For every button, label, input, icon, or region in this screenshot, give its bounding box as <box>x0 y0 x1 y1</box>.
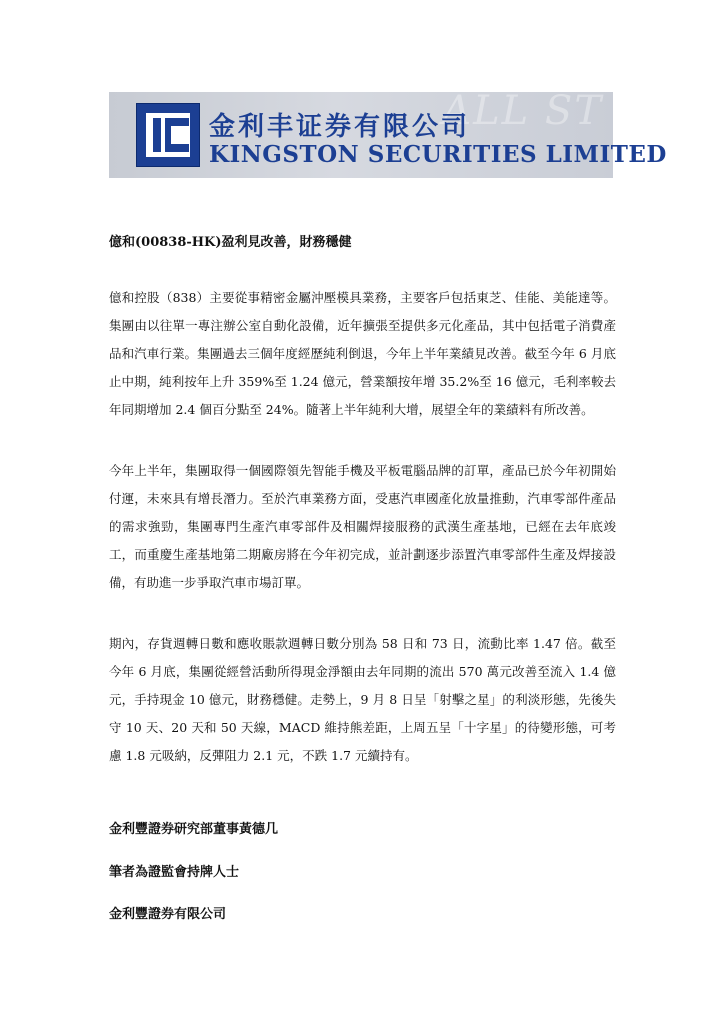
banner-watermark: ALL ST <box>442 88 603 134</box>
company-name-chinese: 金利丰证券有限公司 <box>209 112 471 142</box>
paragraph-3: 期內，存貨週轉日數和應收賬款週轉日數分別為 58 日和 73 日，流動比率 1.47 倍。截至今年 6 月底，集團從經營活動所得現金淨額由去年同期的流出 570 萬元改善至流入 1.4 億元，手持現金 10 億元，財務穩健。走勢上，9 月 8 日呈「射擊之星」的利淡形態，先後失守 10 天、20 天和 50 天線，MACD 維持熊差距，上周五呈「十字星」的待變形態，可考慮 1.8 元吸納，反彈阻力 2.1 元，不跌 1.7 元續持有。 <box>109 636 616 763</box>
company-banner <box>109 88 667 178</box>
license-disclosure: 筆者為證監會持牌人士 <box>109 865 240 880</box>
paragraph-1: 億和控股（838）主要從事精密金屬沖壓模具業務，主要客戶包括東芝、佳能、美能達等。集團由以往單一專注辦公室自動化設備，近年擴張至提供多元化產品，其中包括電子消費產品和汽車行業。集團過去三個年度經歷純利倒退，今年上半年業績見改善。截至今年 6 月底止中期，純利按年上升 359%至 1.24 億元，營業額按年增 35.2%至 16 億元，毛利率較去年同期增加 2.4 個百分點至 24%。隨著上半年純利大增，展望全年的業績料有所改善。 <box>109 290 616 417</box>
company-logo <box>136 103 200 167</box>
company-name-english: KINGSTON SECURITIES LIMITED <box>209 141 667 168</box>
company-footer: 金利豐證券有限公司 <box>109 907 227 922</box>
article-headline: 億和(00838-HK)盈利見改善，財務穩健 <box>109 235 352 250</box>
author-line: 金利豐證券研究部董事黃德几 <box>109 822 279 837</box>
paragraph-2: 今年上半年，集團取得一個國際領先智能手機及平板電腦品牌的訂單，產品已於今年初開始付運，未來具有增長潛力。至於汽車業務方面，受惠汽車國產化放量推動，汽車零部件產品的需求強勁，集團專門生產汽車零部件及相關焊接服務的武漢生產基地，已經在去年底竣工，而重慶生產基地第二期廠房將在今年初完成，並計劃逐步添置汽車零部件生產及焊接設備，有助進一步爭取汽車市場訂單。 <box>109 463 616 590</box>
